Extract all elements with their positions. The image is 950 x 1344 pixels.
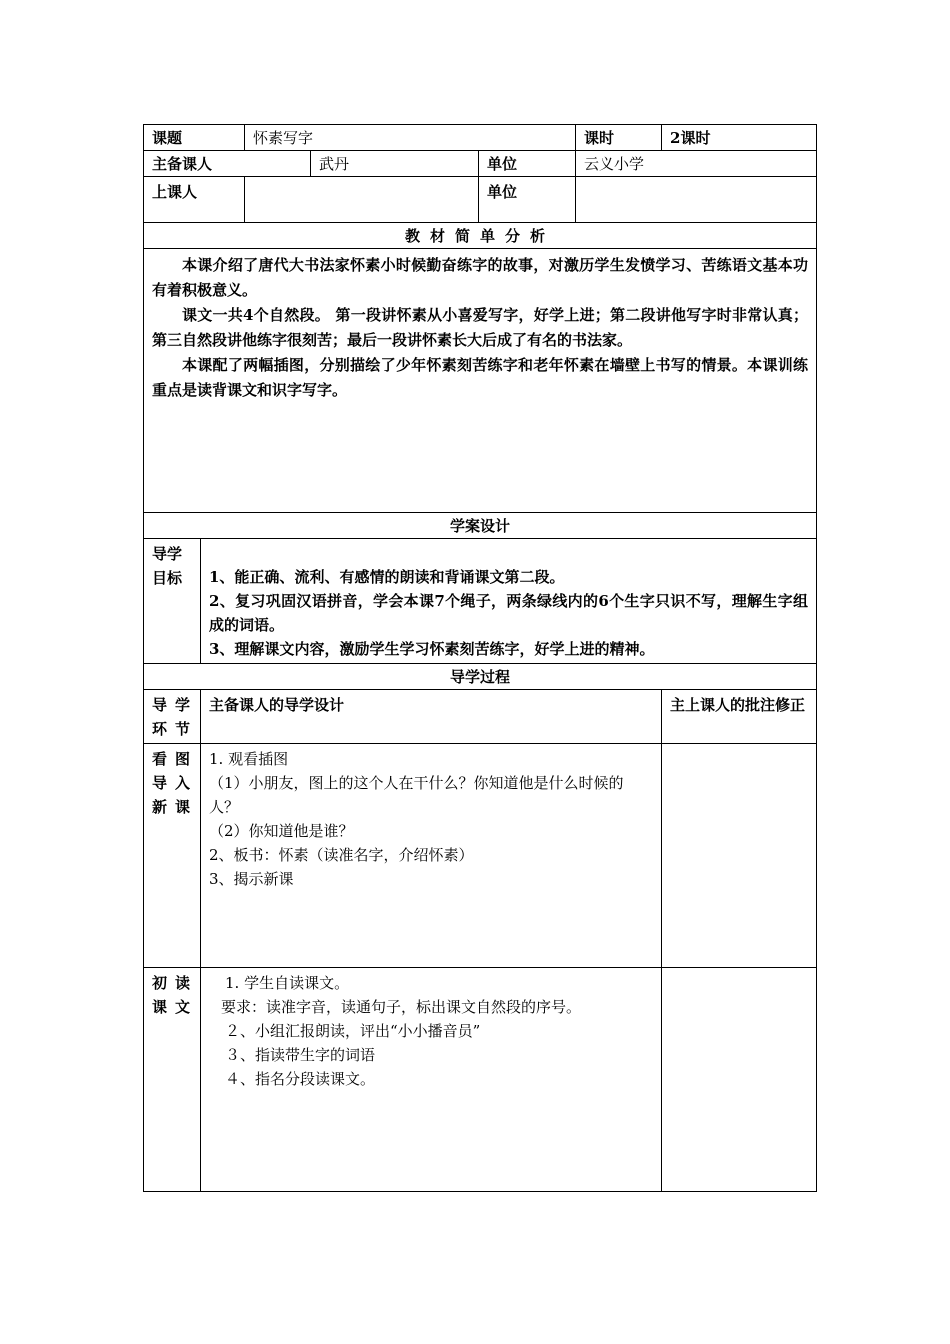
notes-column-header: 主上课人的批注修正 bbox=[662, 690, 817, 744]
stage-line: 要求：读准字音，读通句子，标出课文自然段的序号。 bbox=[221, 998, 582, 1016]
unit-label: 单位 bbox=[479, 151, 576, 177]
stage-line: 1. 学生自读课文。 bbox=[225, 974, 350, 992]
stage-line: ３、指读带生字的词语 bbox=[225, 1046, 376, 1064]
goal-label: 导学目标 bbox=[144, 539, 201, 664]
topic-value: 怀素写字 bbox=[245, 125, 576, 151]
stage-line: ２、小组汇报朗读，评出“小小播音员” bbox=[225, 1022, 481, 1040]
stage-column-header: 导学环节 bbox=[144, 690, 201, 744]
stage-line: （2）你知道他是谁？ bbox=[209, 822, 354, 840]
stage-line: 3、揭示新课 bbox=[209, 870, 294, 888]
stage-content bbox=[201, 968, 662, 1192]
analysis-paragraph: 课文一共4个自然段。 第一段讲怀素从小喜爱写字，好学上进；第二段讲他写字时非常认真；第三自然段讲他练字很刻苦；最后一段讲怀素长大后成了有名的书法家。 bbox=[152, 306, 809, 349]
topic-label: 课题 bbox=[144, 125, 245, 151]
goal-list bbox=[201, 539, 817, 664]
stage-notes bbox=[662, 744, 817, 968]
goal-item: 3、理解课文内容，激励学生学习怀素刻苦练字，好学上进的精神。 bbox=[209, 640, 655, 658]
design-title: 学案设计 bbox=[144, 513, 817, 539]
preparer-label: 主备课人 bbox=[144, 151, 311, 177]
stage-line: ４、指名分段读课文。 bbox=[225, 1070, 376, 1088]
stage-line: （1）小朋友，图上的这个人在干什么？你知道他是什么时候的人？ bbox=[209, 774, 624, 816]
stage-line: 1. 观看插图 bbox=[209, 750, 289, 768]
goal-item: 2、复习巩固汉语拼音，学会本课7个绳子，两条绿线内的6个生字只识不写，理解生字组成的词语。 bbox=[209, 592, 809, 634]
unit2-value bbox=[576, 177, 817, 223]
analysis-paragraph: 本课介绍了唐代大书法家怀素小时候勤奋练字的故事，对激历学生发愤学习、苦练语文基本功有着积极意义。 bbox=[152, 256, 809, 299]
analysis-title: 教材简单分析 bbox=[144, 223, 817, 249]
lesson-plan-table bbox=[143, 124, 817, 1192]
period-label: 课时 bbox=[576, 125, 662, 151]
stage-content bbox=[201, 744, 662, 968]
analysis-body bbox=[144, 249, 817, 513]
unit2-label: 单位 bbox=[479, 177, 576, 223]
stage-notes bbox=[662, 968, 817, 1192]
goal-item: 1、能正确、流利、有感情的朗读和背诵课文第二段。 bbox=[209, 568, 565, 586]
preparer-value: 武丹 bbox=[311, 151, 479, 177]
stage-name: 看图导入新课 bbox=[144, 744, 201, 968]
teacher-label: 上课人 bbox=[144, 177, 245, 223]
process-title: 导学过程 bbox=[144, 664, 817, 690]
teacher-value bbox=[245, 177, 479, 223]
unit-value: 云义小学 bbox=[576, 151, 817, 177]
period-value: 2课时 bbox=[662, 125, 817, 151]
design-column-header: 主备课人的导学设计 bbox=[201, 690, 662, 744]
analysis-paragraph: 本课配了两幅插图，分别描绘了少年怀素刻苦练字和老年怀素在墙壁上书写的情景。本课训练重点是读背课文和识字写字。 bbox=[152, 356, 809, 399]
lesson-plan-page bbox=[143, 124, 816, 1192]
stage-name: 初读课文 bbox=[144, 968, 201, 1192]
stage-line: 2、板书：怀素（读准名字，介绍怀素） bbox=[209, 846, 474, 864]
